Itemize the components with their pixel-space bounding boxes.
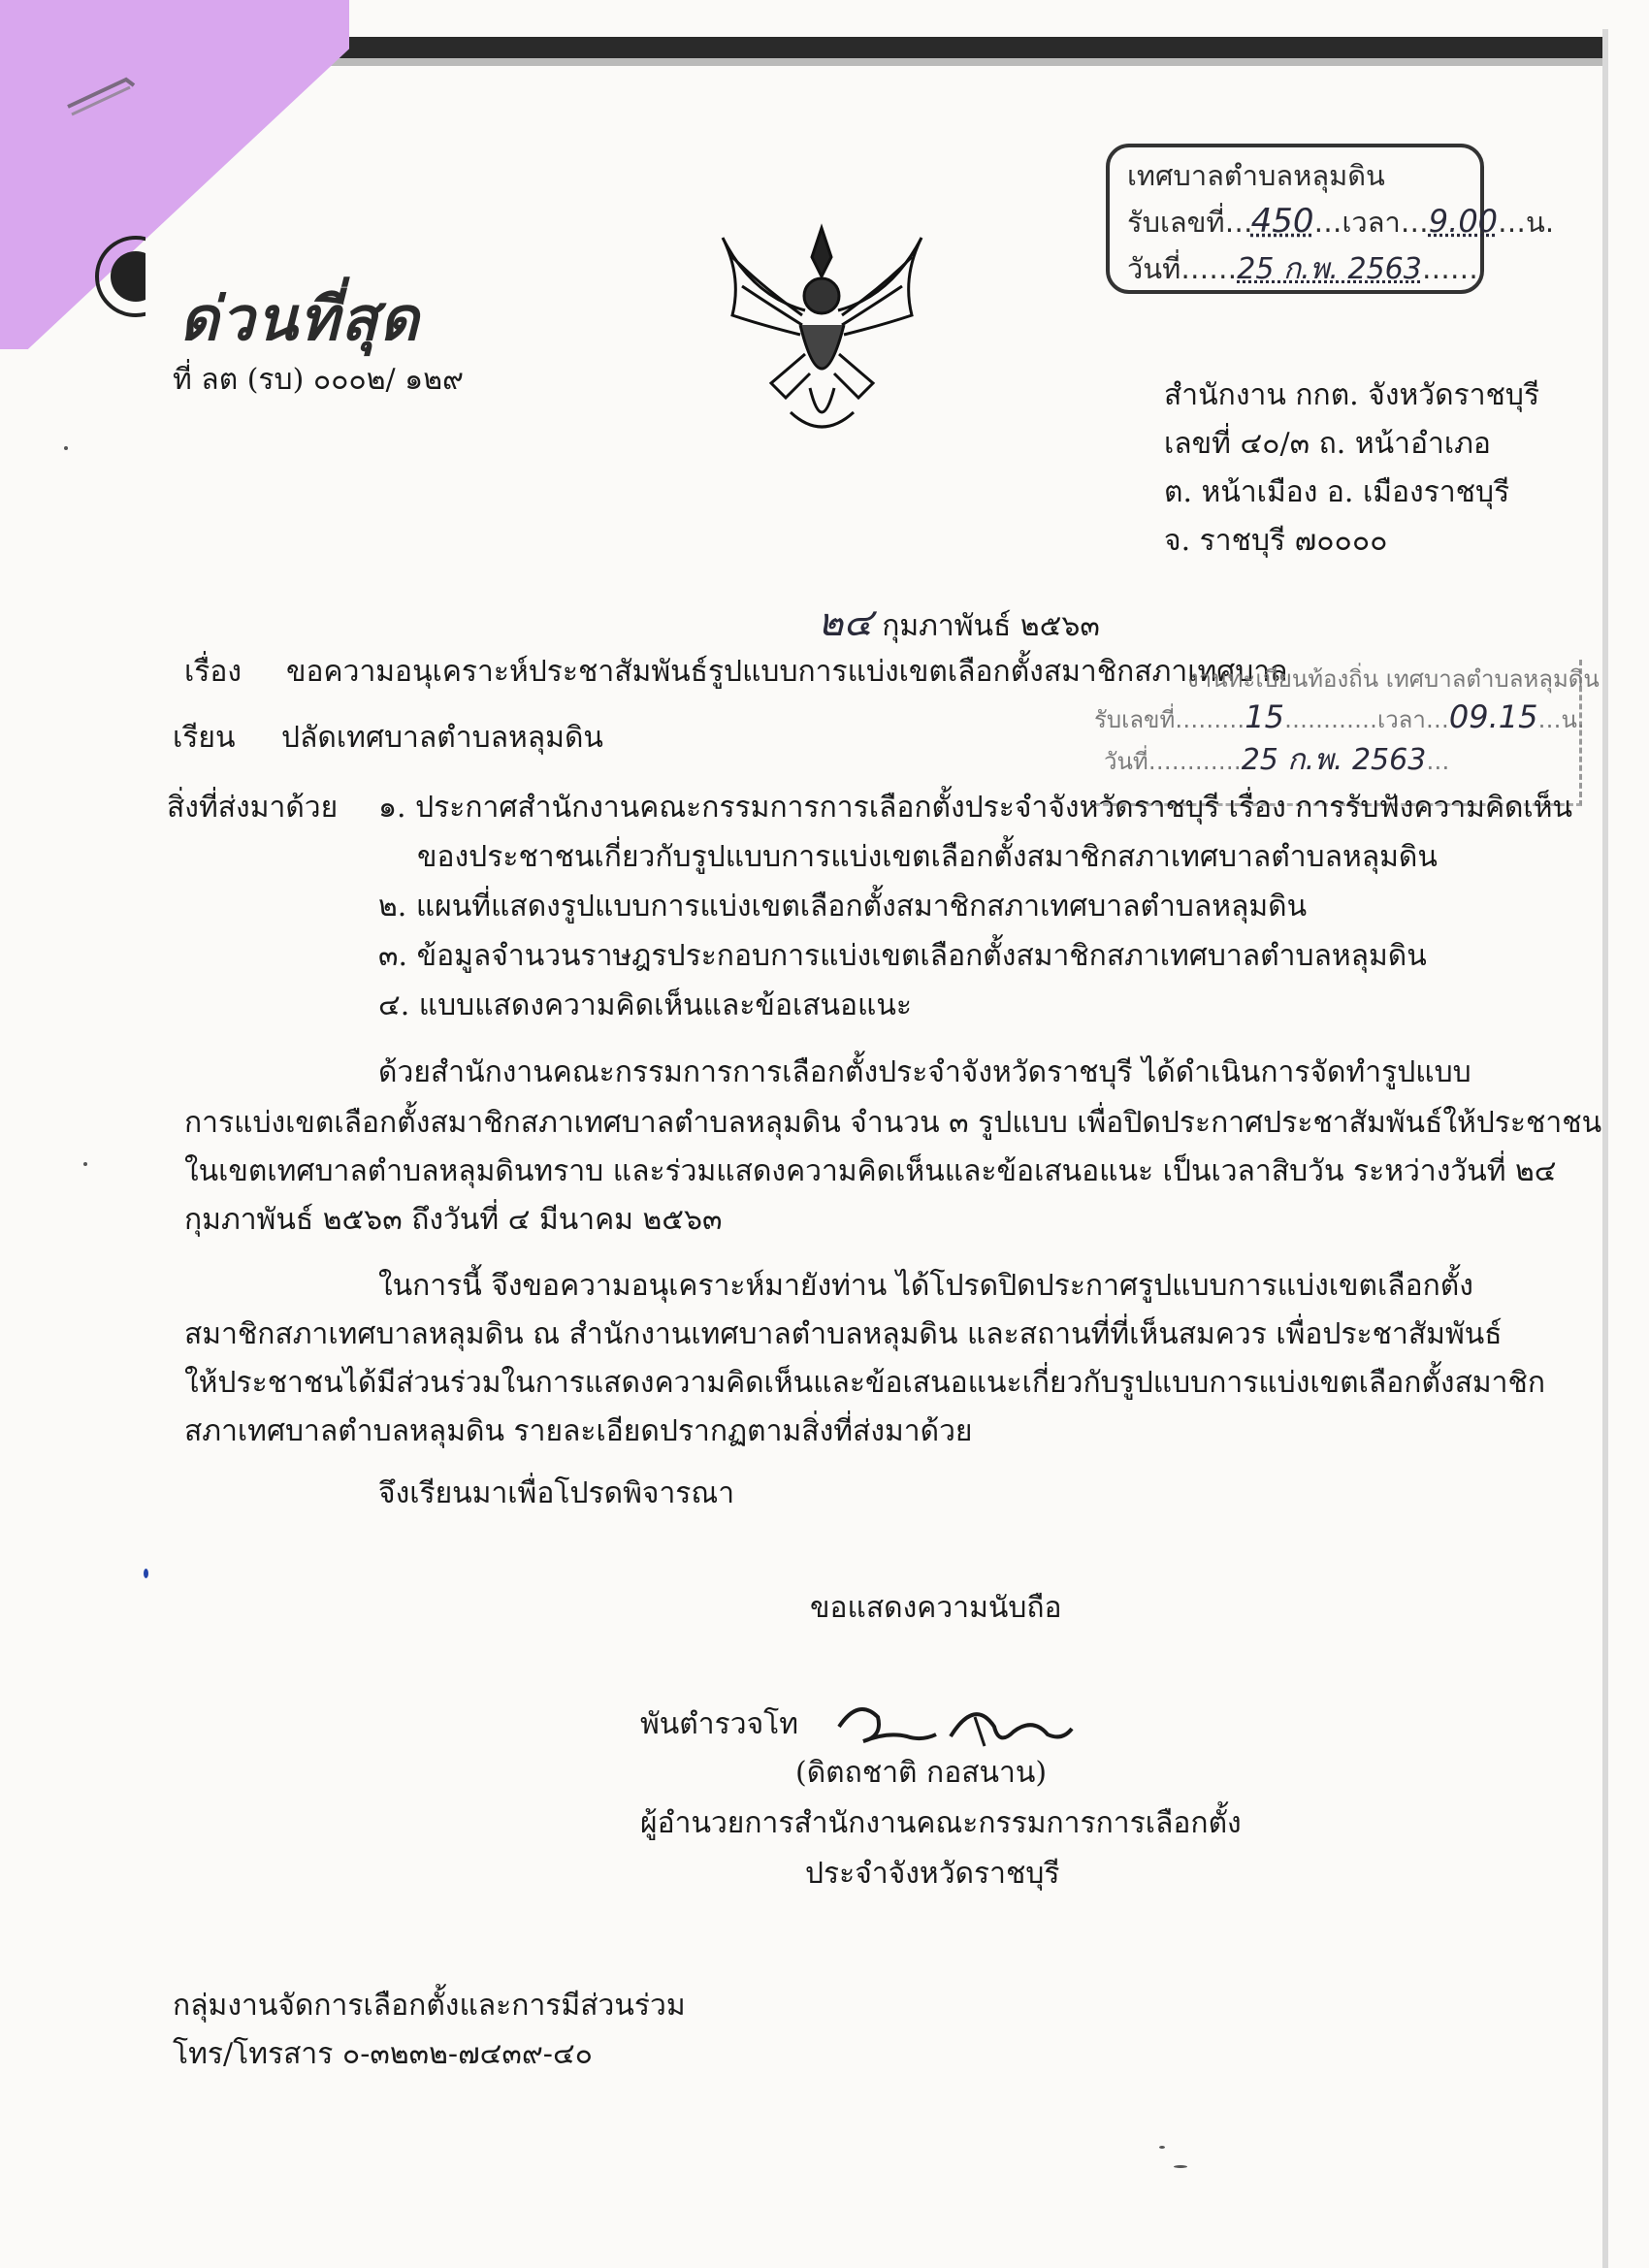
body-paragraph-1-line-3: ในเขตเทศบาลตำบลหลุมดินทราบ และร่วมแสดงความคิดเห็นและข้อเสนอแนะ เป็นเวลาสิบวัน ระหว่างวันที่ ๒๔ — [184, 1154, 1557, 1188]
scan-right-edge — [1602, 29, 1608, 2268]
closing-line: จึงเรียนมาเพื่อโปรดพิจารณา — [378, 1476, 735, 1510]
signer-title-line-2: ประจำจังหวัดราชบุรี — [805, 1857, 1060, 1891]
receipt-time-value: 9.00 — [1428, 203, 1499, 240]
enclosure-item-1: ๑. ประกาศสำนักงานคณะกรรมการการเลือกตั้งประจำจังหวัดราชบุรี เรื่อง การรับฟังความคิดเห็น — [378, 791, 1573, 825]
staple-icon — [58, 68, 146, 126]
receipt-time-unit: น. — [1526, 206, 1555, 239]
registry-time-unit: น. — [1561, 706, 1585, 733]
enclosure-item-4: ๔. แบบแสดงความคิดเห็นและข้อเสนอแนะ — [378, 988, 913, 1022]
scan-top-edge — [310, 37, 1605, 58]
footer-phone: โทร/โทรสาร ๐-๓๒๓๒-๗๔๓๙-๔๐ — [173, 2037, 593, 2071]
enclosure-item-2: ๒. แผนที่แสดงรูปแบบการแบ่งเขตเลือกตั้งสมาชิกสภาเทศบาลตำบลหลุมดิน — [378, 890, 1308, 923]
office-address-line-2: เลขที่ ๔๐/๓ ถ. หน้าอำเภอ — [1164, 427, 1491, 461]
scan-speck — [64, 446, 68, 450]
signer-rank: พันตำรวจโท — [640, 1707, 799, 1741]
registry-no-label: รับเลขที่ — [1094, 706, 1176, 733]
to-text: ปลัดเทศบาลตำบลหลุมดิน — [281, 721, 603, 755]
enclosure-item-3: ๓. ข้อมูลจำนวนราษฎรประกอบการแบ่งเขตเลือกตั้งสมาชิกสภาเทศบาลตำบลหลุมดิน — [378, 939, 1427, 973]
scan-top-shadow — [310, 58, 1605, 66]
to-label: เรียน — [173, 721, 236, 755]
subject-label: เรื่อง — [184, 655, 242, 689]
date-day-handwritten: ๒๔ — [818, 600, 873, 645]
enclosures-label: สิ่งที่ส่งมาด้วย — [167, 791, 339, 825]
scan-speck — [1159, 2146, 1165, 2149]
letter-date — [818, 599, 1100, 646]
date-month-year: กุมภาพันธ์ ๒๕๖๓ — [882, 609, 1100, 643]
enclosure-item-1-cont: ของประชาชนเกี่ยวกับรูปแบบการแบ่งเขตเลือกตั้งสมาชิกสภาเทศบาลตำบลหลุมดิน — [417, 840, 1438, 874]
body-paragraph-2-line-4: สภาเทศบาลตำบลหลุมดิน รายละเอียดปรากฏตามสิ่งที่ส่งมาด้วย — [184, 1414, 973, 1448]
receipt-time-label: เวลา — [1342, 206, 1401, 239]
receipt-date-label: วันที่ — [1127, 252, 1181, 285]
body-paragraph-2-line-3: ให้ประชาชนได้มีส่วนร่วมในการแสดงความคิดเห็นและข้อเสนอแนะเกี่ยวกับรูปแบบการแบ่งเขตเลือกตั้งสมาชิก — [184, 1366, 1546, 1400]
urgent-mark: ด่วนที่สุด — [179, 283, 421, 354]
office-address-line-3: ต. หน้าเมือง อ. เมืองราชบุรี — [1164, 475, 1510, 509]
scan-speck — [83, 1162, 87, 1166]
signer-name: (ดิตถชาติ กอสนาน) — [795, 1756, 1048, 1790]
body-paragraph-2-line-2: สมาชิกสภาเทศบาลหลุมดิน ณ สำนักงานเทศบาลตำบลหลุมดิน และสถานที่ที่เห็นสมควร เพื่อประชาสัมพันธ์ — [184, 1317, 1503, 1351]
registry-time-label: เวลา — [1376, 706, 1426, 733]
receipt-stamp — [1106, 144, 1555, 294]
receipt-date-value: 25 ก.พ. 2563 — [1237, 252, 1422, 286]
registry-stamp-date-row: วันที่…………25 ก.พ. 2563… — [1104, 743, 1450, 777]
body-paragraph-1-line-4: กุมภาพันธ์ ๒๕๖๓ ถึงวันที่ ๔ มีนาคม ๒๕๖๓ — [184, 1203, 723, 1237]
registry-time-value: 09.15 — [1448, 698, 1538, 735]
receipt-stamp-number-row: รับเลขที่…450…เวลา…9.00…น. — [1127, 202, 1555, 241]
office-address-line-4: จ. ราชบุรี ๗๐๐๐๐ — [1164, 524, 1388, 558]
scan-speck — [1174, 2165, 1187, 2168]
body-paragraph-2-line-1: ในการนี้ จึงขอความอนุเคราะห์มายังท่าน ได้โปรดปิดประกาศรูปแบบการแบ่งเขตเลือกตั้ง — [378, 1269, 1473, 1303]
registry-no-value: 15 — [1245, 698, 1284, 735]
document-number: ที่ ลต (รบ) ๐๐๐๒/ ๑๒๙ — [173, 363, 464, 397]
body-paragraph-1-line-2: การแบ่งเขตเลือกตั้งสมาชิกสภาเทศบาลตำบลหลุมดิน จำนวน ๓ รูปแบบ เพื่อปิดประกาศประชาสัมพันธ์ให้ประชาชน — [184, 1106, 1602, 1140]
receipt-no-value: 450 — [1250, 202, 1314, 241]
registry-stamp-number-row: รับเลขที่………15…………เวลา…09.15…น. — [1094, 698, 1585, 735]
regards: ขอแสดงความนับถือ — [810, 1591, 1062, 1625]
office-address-line-1: สำนักงาน กกต. จังหวัดราชบุรี — [1164, 378, 1540, 412]
ink-speck — [144, 1569, 148, 1578]
handwritten-signature — [829, 1688, 1082, 1761]
registry-date-label: วันที่ — [1104, 748, 1148, 775]
receipt-stamp-date-row: วันที่……25 ก.พ. 2563…… — [1127, 252, 1478, 286]
body-paragraph-1-line-1: ด้วยสำนักงานคณะกรรมการการเลือกตั้งประจำจังหวัดราชบุรี ได้ดำเนินการจัดทำรูปแบบ — [378, 1055, 1471, 1089]
registry-stamp — [1094, 660, 1600, 806]
subject-text: ขอความอนุเคราะห์ประชาสัมพันธ์รูปแบบการแบ่งเขตเลือกตั้งสมาชิกสภาเทศบาล — [286, 655, 1288, 689]
signer-title-line-1: ผู้อำนวยการสำนักงานคณะกรรมการการเลือกตั้ง — [640, 1806, 1242, 1840]
garuda-emblem-icon — [713, 218, 931, 441]
receipt-stamp-org: เทศบาลตำบลหลุมดิน — [1127, 159, 1385, 192]
footer-department: กลุ่มงานจัดการเลือกตั้งและการมีส่วนร่วม — [173, 1989, 686, 2023]
office-seal-icon — [58, 233, 146, 320]
receipt-no-label: รับเลขที่ — [1127, 206, 1225, 239]
registry-stamp-org: งานทะเบียนท้องถิ่น เทศบาลตำบลหลุมดิน — [1187, 665, 1600, 693]
registry-date-value: 25 ก.พ. 2563 — [1241, 743, 1427, 777]
